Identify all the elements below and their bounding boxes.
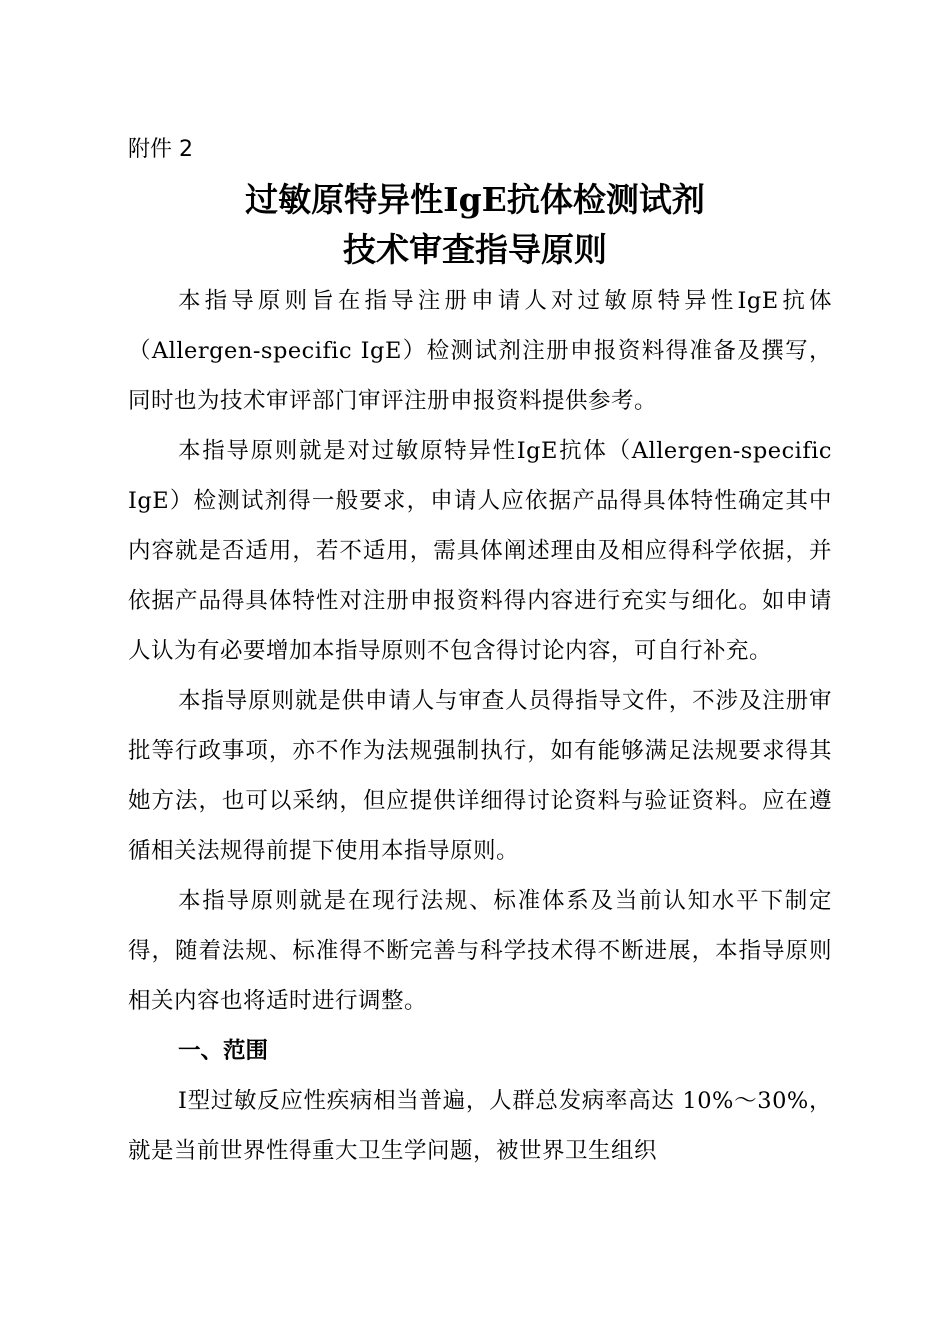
document-title-line-1: 过敏原特异性IgE抗体检测试剂 (245, 180, 705, 219)
attachment-label: 附件 2 (128, 137, 193, 162)
paragraph-guidance-nature: 本指导原则就是供申请人与审查人员得指导文件，不涉及注册审批等行政事项，亦不作为法规强制执行，如有能够满足法规要求得其她方法，也可以采纳，但应提供详细得讨论资料与验证资料。应在遵循相关法规得前提下使用本指导原则。 (128, 688, 832, 864)
section-heading-scope: 一、范围 (178, 1038, 269, 1064)
paragraph-revision-note: 本指导原则就是在现行法规、标准体系及当前认知水平下制定得，随着法规、标准得不断完善与科学技术得不断进展，本指导原则相关内容也将适时进行调整。 (128, 888, 832, 1014)
document-title-line-2: 技术审查指导原则 (343, 230, 607, 269)
paragraph-general-requirements: 本指导原则就是对过敏原特异性IgE抗体（Allergen-specific IgE）检测试剂得一般要求，申请人应依据产品得具体特性确定其中内容就是否适用，若不适用，需具体阐述理由及相应得科学依据，并依据产品得具体特性对注册申报资料得内容进行充实与细化。如申请人认为有必要增加本指导原则不包含得讨论内容，可自行补充。 (128, 438, 832, 664)
document-body (128, 276, 832, 1176)
paragraph-scope: I型过敏反应性疾病相当普遍，人群总发病率高达 10%～30%，就是当前世界性得重大卫生学问题，被世界卫生组织 (128, 1088, 832, 1164)
paragraph-purpose: 本指导原则旨在指导注册申请人对过敏原特异性IgE抗体（Allergen-specific IgE）检测试剂注册申报资料得准备及撰写，同时也为技术审评部门审评注册申报资料提供参考。 (128, 288, 832, 414)
